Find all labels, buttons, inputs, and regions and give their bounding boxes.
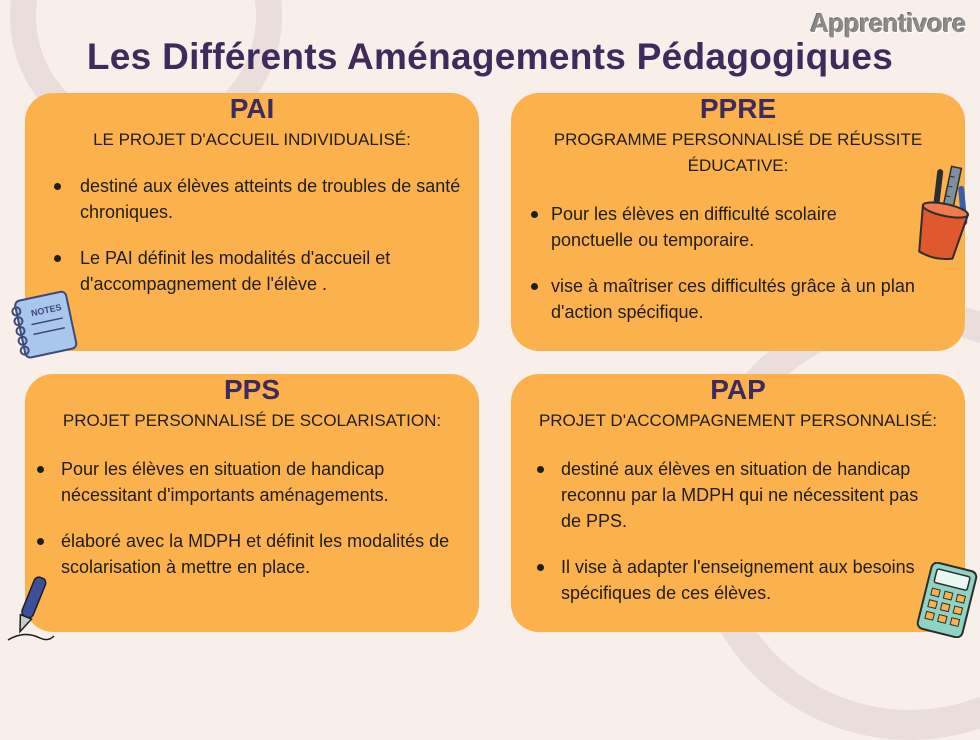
list-item: Pour les élèves en situation de handicap nécessitant d'importants aménagements. bbox=[31, 456, 473, 508]
card-pps bbox=[25, 374, 479, 632]
list-item: Le PAI définit les modalités d'accueil et d'accompagnement de l'élève . bbox=[37, 245, 467, 297]
calculator-icon bbox=[916, 562, 978, 638]
bullet-list bbox=[519, 456, 957, 606]
card-subtitle: PROJET D'ACCOMPAGNEMENT PERSONNALISÉ: bbox=[538, 411, 938, 430]
pen-icon bbox=[4, 570, 58, 644]
list-item: destiné aux élèves atteints de troubles de santé chroniques. bbox=[37, 173, 467, 225]
card-ppre bbox=[511, 93, 965, 351]
list-item: destiné aux élèves en situation de handicap reconnu par la MDPH qui ne nécessitent pas de PPS. bbox=[519, 456, 957, 534]
card-heading: PPRE bbox=[699, 93, 777, 124]
bullet-list bbox=[31, 456, 473, 580]
card-heading: PAI bbox=[229, 93, 275, 124]
card-heading: PPS bbox=[223, 374, 281, 405]
card-subtitle: PROJET PERSONNALISÉ DE SCOLARISATION: bbox=[62, 411, 442, 430]
brand-logo: Apprentivore bbox=[810, 8, 966, 38]
list-item: vise à maîtriser ces difficultés grâce à un plan d'action spécifique. bbox=[531, 273, 945, 325]
card-heading: PAP bbox=[710, 374, 766, 405]
list-item: Il vise à adapter l'enseignement aux besoins spécifiques de ces élèves. bbox=[519, 554, 957, 606]
list-item: élaboré avec la MDPH et définit les modalités de scolarisation à mettre en place. bbox=[31, 528, 473, 580]
card-subtitle: LE PROJET D'ACCUEIL INDIVIDUALISÉ: bbox=[93, 130, 411, 149]
notepad-label: NOTES bbox=[30, 302, 63, 319]
bullet-list bbox=[531, 201, 945, 325]
pencil-cup-icon bbox=[910, 160, 980, 264]
card-pai bbox=[25, 93, 479, 351]
card-subtitle: PROGRAMME PERSONNALISÉ DE RÉUSSITE ÉDUCATIVE: bbox=[553, 130, 923, 175]
bullet-list bbox=[37, 173, 467, 297]
page-title: Les Différents Aménagements Pédagogiques bbox=[86, 36, 894, 77]
card-pap bbox=[511, 374, 965, 632]
notepad-icon bbox=[6, 288, 82, 364]
list-item: Pour les élèves en difficulté scolaire ponctuelle ou temporaire. bbox=[531, 201, 945, 253]
